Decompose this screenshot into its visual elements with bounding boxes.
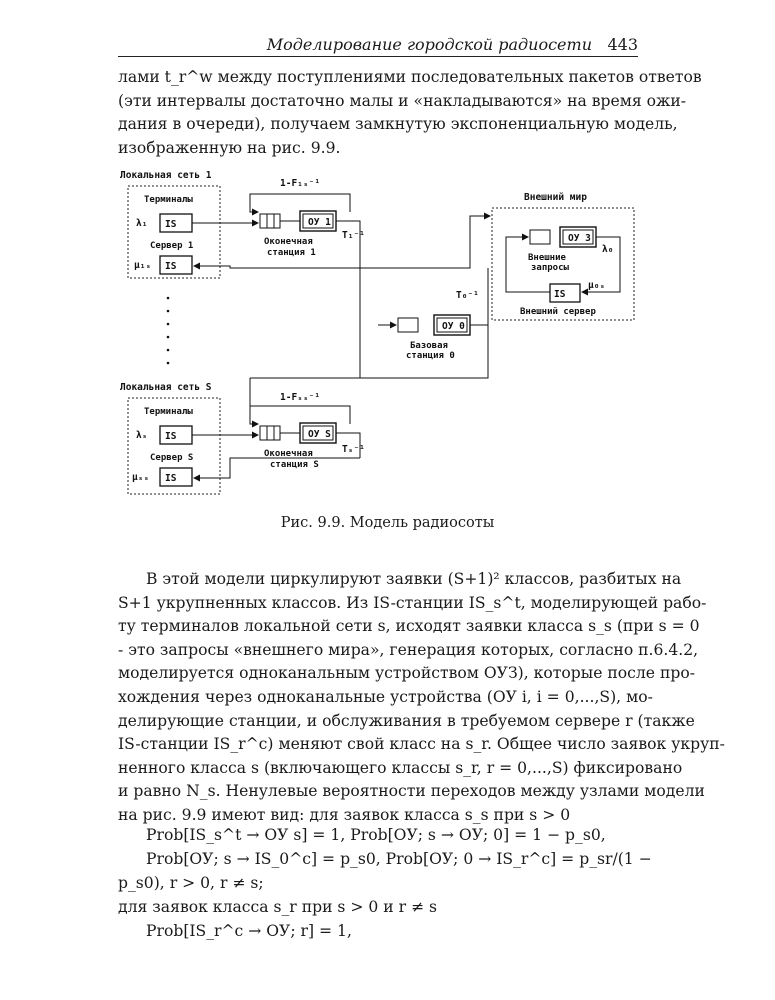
base-station-b: станция 0 (406, 351, 455, 361)
page-number: 443 (607, 35, 638, 54)
is-server-s-label: IS (165, 473, 177, 484)
terminal-station-s-b: станция S (270, 460, 319, 470)
is-terminals-1-label: IS (165, 219, 177, 230)
running-header (118, 30, 638, 57)
body-line: ненного класса s (включающего классы s_r, r = 0,...,S) фиксировано (118, 758, 683, 777)
radio-cell-diagram (110, 168, 650, 508)
figure-caption: Рис. 9.9. Модель радиосоты (280, 515, 495, 531)
body-line: хождения через одноканальные устройства (ОУ i, i = 0,...,S), мо- (118, 687, 653, 706)
lambda-0: λ₀ (602, 244, 614, 255)
feedback-s-loop (250, 406, 350, 424)
ts-label: Tₛ⁻¹ (342, 444, 365, 455)
terminal-station-s-a: Оконечная (264, 449, 313, 459)
is-outer-server-label: IS (554, 289, 566, 300)
outer-requests-a: Внешние (528, 253, 566, 263)
feedback-s-label: 1-Fₛₛ⁻¹ (280, 392, 321, 403)
outer-world-label: Внешний мир (524, 192, 587, 203)
running-title: Моделирование городской радиосети (266, 35, 592, 54)
intro-line: лами t_r^w между поступлениями последовательных пакетов ответов (118, 68, 702, 86)
terminals-s-label: Терминалы (144, 407, 193, 417)
ou0-label: ОУ 0 (442, 321, 465, 332)
equation-1: Prob[IS_s^t → ОУ s] = 1, Prob[ОУ; s → ОУ; 0] = 1 − p_s0, (146, 826, 606, 844)
outer-server-label: Внешний сервер (520, 307, 596, 317)
feedback-1-loop (250, 194, 350, 212)
intro-line: (эти интервалы достаточно малы и «накладываются» на время ожи- (118, 91, 687, 110)
terminal-station-1-b: станция 1 (267, 248, 316, 258)
body-line: S+1 укрупненных классов. Из IS-станции IS_s^t, моделирующей рабо- (118, 593, 707, 612)
body-line: делирующие станции, и обслуживания в требуемом сервере r (также (118, 711, 695, 730)
mu-ss: μₛₛ (132, 472, 150, 483)
body-line: на рис. 9.9 имеют вид: для заявок класса s_s при s > 0 (118, 805, 571, 824)
local-net-s-label: Локальная сеть S (120, 382, 212, 393)
queue-s (260, 426, 280, 440)
queue-1 (260, 214, 280, 228)
equation-2b: p_s0), r > 0, r ≠ s; (118, 874, 264, 892)
body-line: В этой модели циркулируют заявки (S+1)² классов, разбитых на (146, 570, 682, 588)
t0-label: T₀⁻¹ (456, 290, 479, 301)
outer-requests-b: запросы (531, 263, 569, 273)
mu-1s: μ₁ₛ (134, 260, 152, 271)
body-line: - это запросы «внешнего мира», генерация которых, согласно п.6.4.2, (118, 640, 699, 659)
lambda-1: λ₁ (136, 218, 148, 229)
lambda-s: λₛ (136, 430, 148, 441)
server-s-label: Сервер S (150, 453, 194, 463)
condition-line: для заявок класса s_r при s > 0 и r ≠ s (118, 898, 438, 916)
mu-0s: μ₀ₛ (588, 280, 606, 291)
body-line: ту терминалов локальной сети s, исходят заявки класса s_s (при s = 0 (118, 617, 700, 636)
equation-3: Prob[IS_r^c → ОУ; r] = 1, (146, 922, 352, 940)
equation-2a: Prob[ОУ; s → IS_0^c] = p_s0, Prob[ОУ; 0 → IS_r^c] = p_sr/(1 − (146, 850, 652, 868)
is-server-1-label: IS (165, 261, 177, 272)
intro-line: изображенную на рис. 9.9. (118, 138, 341, 157)
server-1-label: Сервер 1 (150, 241, 194, 251)
terminal-station-1-a: Оконечная (264, 237, 313, 247)
ous-label: ОУ S (308, 429, 331, 440)
base-station-a: Базовая (410, 341, 448, 351)
ou1-label: ОУ 1 (308, 217, 331, 228)
body-line: и равно N_s. Ненулевые вероятности переходов между узлами модели (118, 782, 705, 801)
is-terminals-s-label: IS (165, 431, 177, 442)
body-line: IS-станции IS_r^c) меняют свой класс на s_r. Общее число заявок укруп- (118, 735, 725, 754)
body-paragraph (118, 568, 725, 828)
body-line: моделируется одноканальным устройством ОУЗ), которые после про- (118, 664, 696, 683)
intro-line: дания в очереди), получаем замкнутую экспоненциальную модель, (118, 115, 678, 134)
ou3-label: ОУ З (568, 233, 591, 244)
t1-label: T₁⁻¹ (342, 230, 365, 241)
feedback-1-label: 1-F₁ₛ⁻¹ (280, 178, 321, 189)
local-net-1-label: Локальная сеть 1 (120, 170, 212, 181)
intro-paragraph (118, 66, 702, 160)
terminals-1-label: Терминалы (144, 195, 193, 205)
